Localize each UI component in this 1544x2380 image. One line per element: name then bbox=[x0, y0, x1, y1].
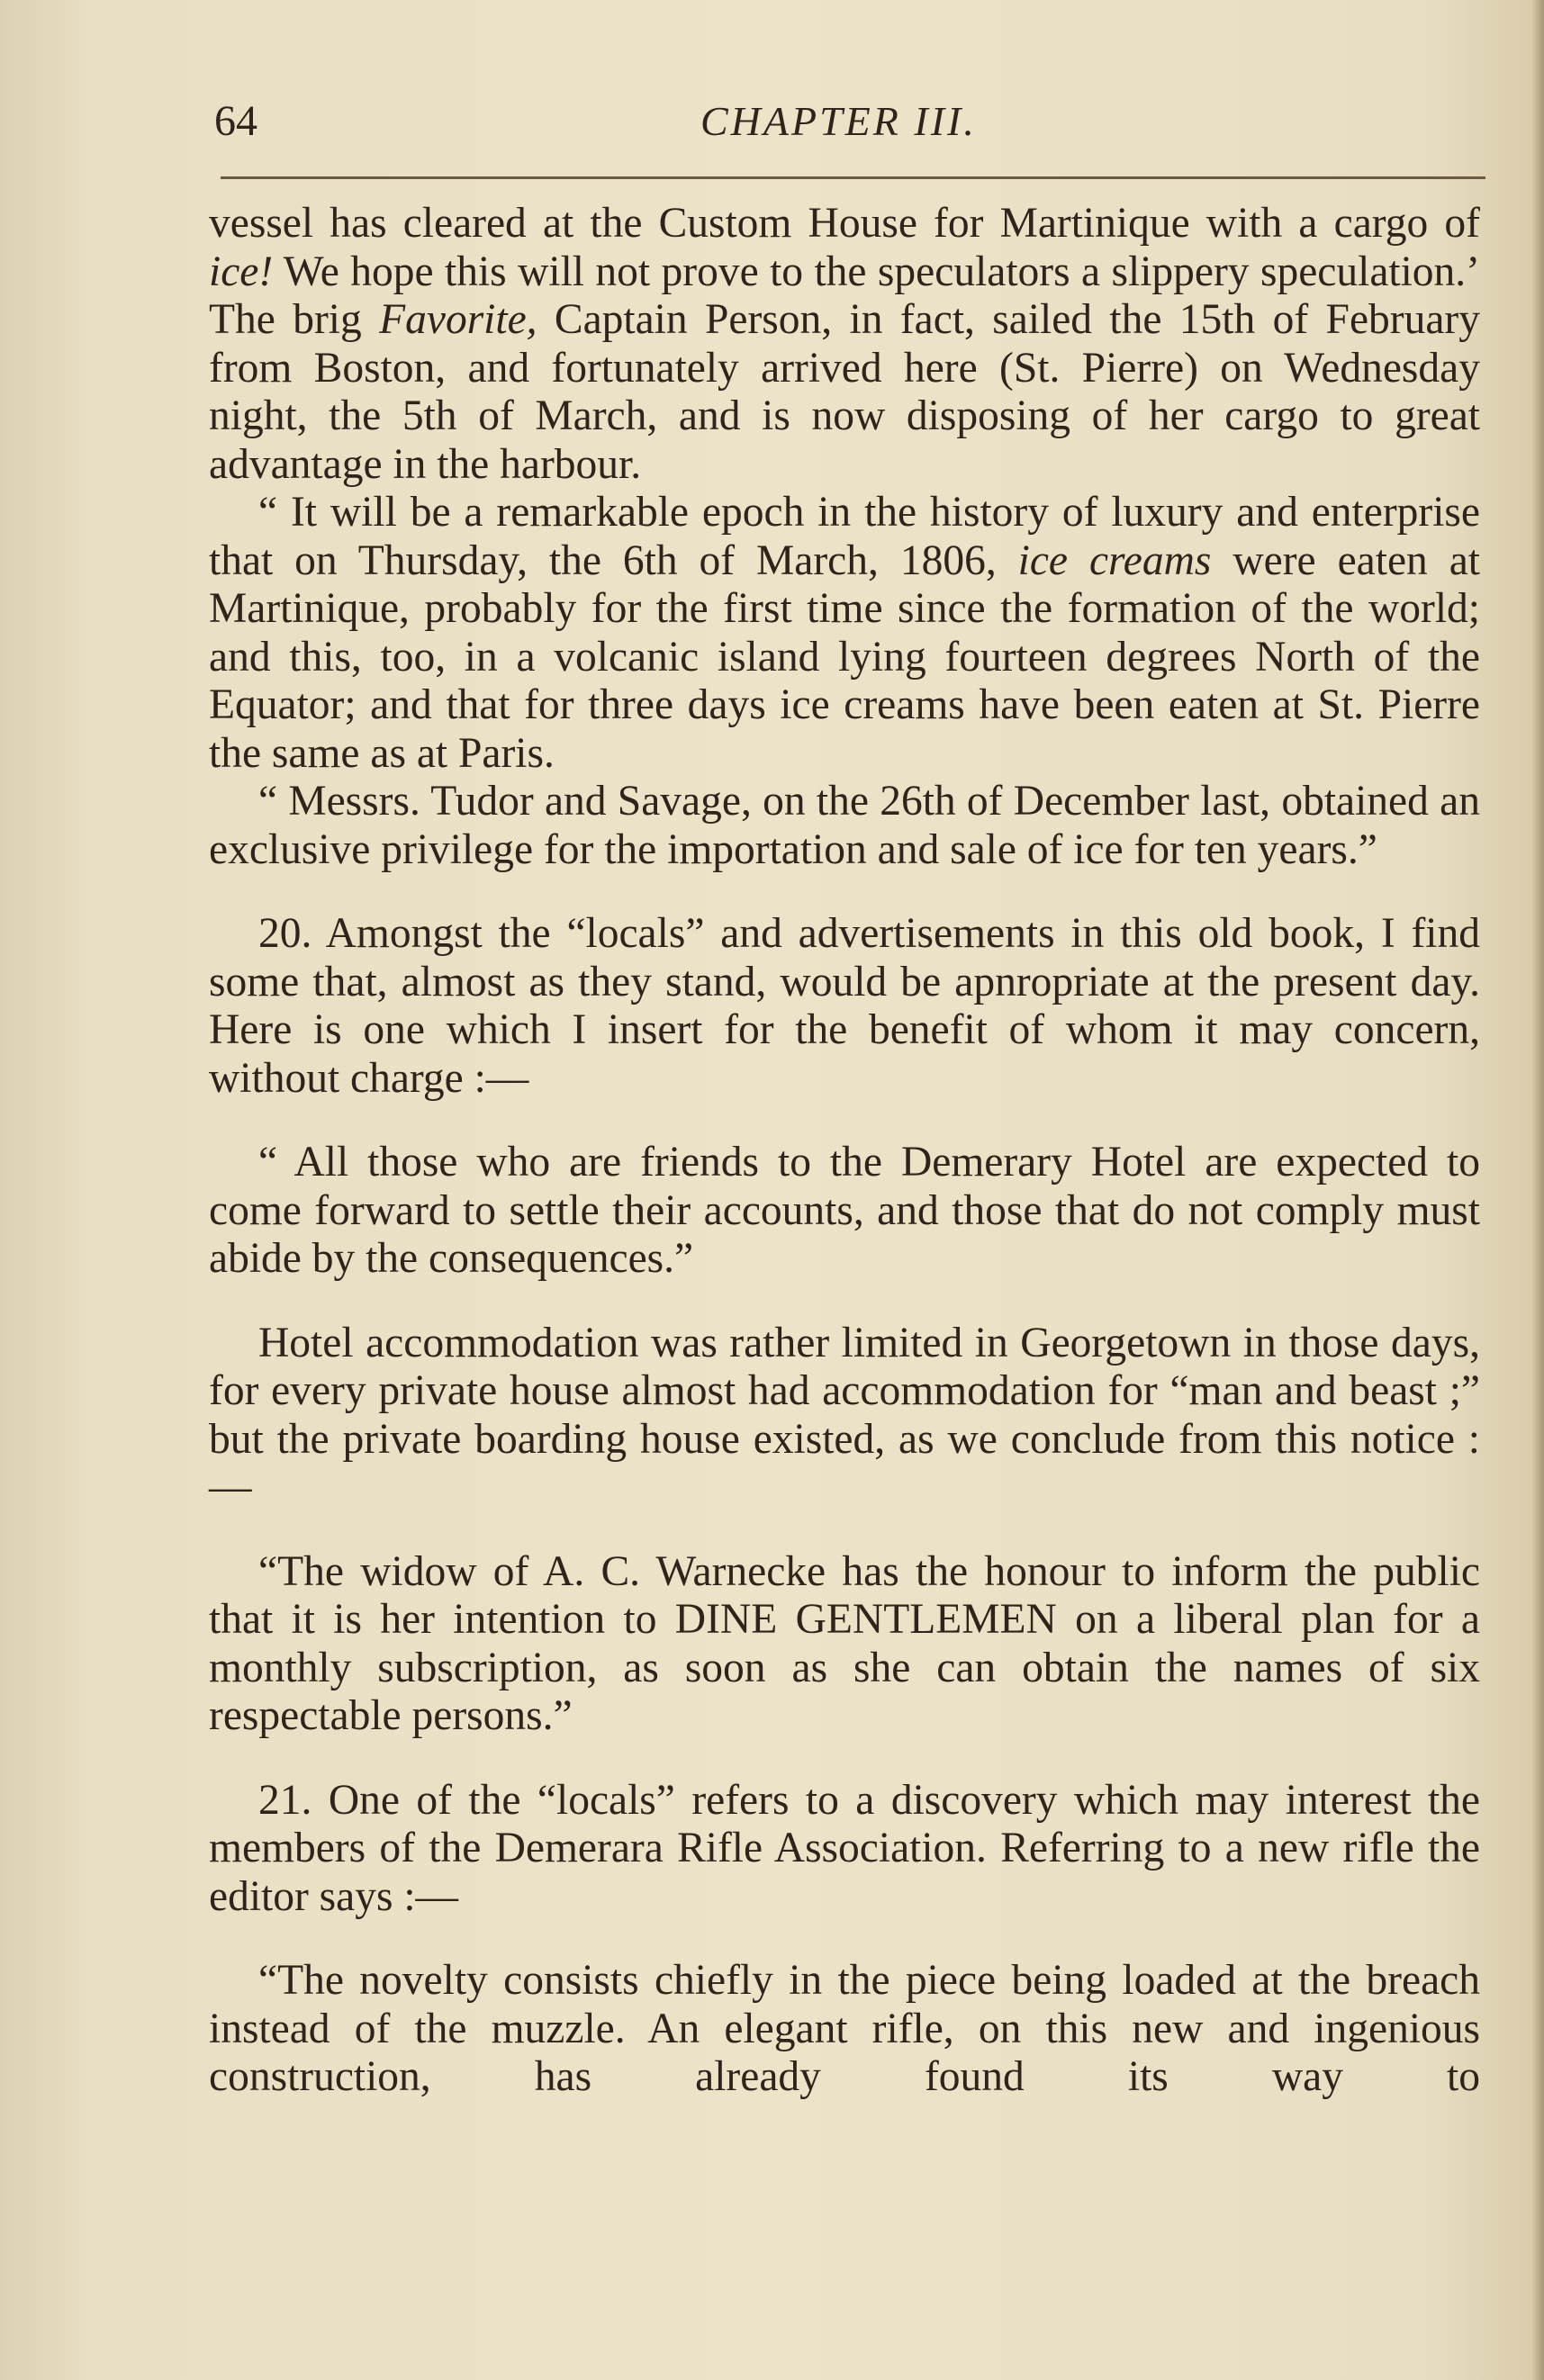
paragraph-2 bbox=[209, 489, 1480, 778]
running-head: CHAPTER III. bbox=[700, 98, 977, 144]
paragraph-1 bbox=[209, 200, 1480, 489]
body-text bbox=[209, 200, 1480, 2102]
paragraph-2-text-b: were eaten at Martinique, probably for the first time since the formation of the world; and this, too, in a volcanic island lying fourteen degrees North of the Equator; and that for three days ice creams have been eaten at St. Pierre the same as at Paris. bbox=[209, 536, 1481, 777]
page-header bbox=[214, 90, 1479, 153]
paragraph-1-text-a: vessel has cleared at the Custom House for Martinique with a cargo of bbox=[209, 200, 1480, 247]
paragraph-2-text-a: “ It will be a remarkable epoch in the history of luxury and enterprise that on Thursday, the 6th of March, 1806, bbox=[209, 489, 1480, 584]
paragraph-9: “The novelty consists chiefly in the piece being loaded at the breach instead of the muzzle. An elegant rifle, on this new and ingenious construction, has already found its way to bbox=[209, 1957, 1480, 2100]
paragraph-7: “The widow of A. C. Warnecke has the honour to inform the public that it is her intention to DINE GENTLEMEN on a liberal plan for a monthly subscription, as soon as she can obtain the names of six respectable persons.” bbox=[209, 1547, 1480, 1739]
paragraph-5: “ All those who are friends to the Demerary Hotel are expected to come forward to settle their accounts, and those that do not comply must abide by the consequences.” bbox=[209, 1139, 1480, 1282]
paragraph-1-italic-ice: ice! bbox=[209, 248, 274, 295]
paragraph-8: 21. One of the “locals” refers to a discovery which may interest the members of the Demerara Rifle Association. Referring to a new rifle the editor says :— bbox=[209, 1776, 1480, 1920]
header-rule bbox=[221, 176, 1485, 179]
paragraph-1-text-b: We hope this will not prove to the speculators a slippery speculation.’ The brig bbox=[209, 248, 1480, 343]
paragraph-3: “ Messrs. Tudor and Savage, on the 26th of December last, obtained an exclusive privilege for the importation and sale of ice for ten years.” bbox=[209, 778, 1480, 873]
page-number: 64 bbox=[214, 97, 257, 145]
paragraph-6: Hotel accommodation was rather limited in Georgetown in those days, for every private house almost had accommodation for “man and beast ;” but the private boarding house existed, as we conclude from this notice :— bbox=[209, 1319, 1480, 1510]
paragraph-1-text-c: Captain Person, in fact, sailed the 15th of February from Boston, and fortunately arrived here (St. Pierre) on Wednesday night, the 5th of March, and is now disposing of her cargo to great advantage in the harbour. bbox=[209, 296, 1480, 488]
paragraph-4: 20. Amongst the “locals” and advertisements in this old book, I find some that, almost as they stand, would be apnropriate at the present day. Here is one which I insert for the benefit of whom it may concern, without charge :— bbox=[209, 910, 1480, 1102]
paragraph-2-italic-ice-creams: ice creams bbox=[1017, 536, 1212, 584]
page-gutter-shadow bbox=[1531, 0, 1544, 2380]
paragraph-1-italic-favorite: Favorite, bbox=[379, 296, 537, 343]
